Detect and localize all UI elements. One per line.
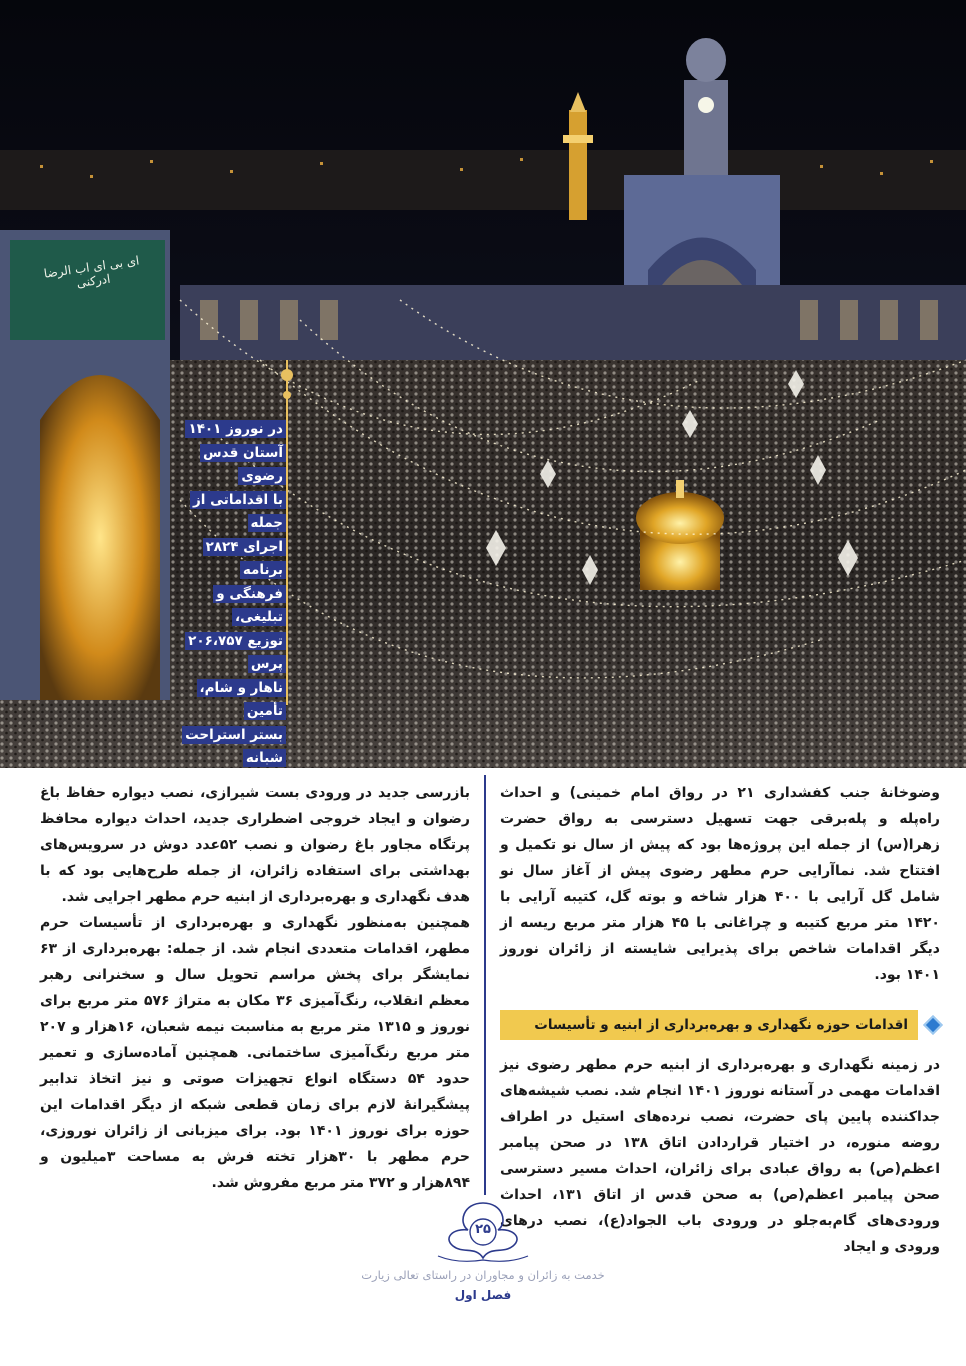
- right-paragraph-2: در زمینه نگهداری و بهره‌برداری از ابنیه حرم مطهر رضوی نیز اقدامات مهمی در آستانه نوروز ۱۴۰۱ انجام شد. نصب شیشه‌های جداکننده پایین پای حضرت، نصب نرده‌های استیل در اطراف روضه منوره، در اختیار قراردادن اتاق ۱۳۸ در صحن پیامبر اعظم(ص) به رواق عبادی برای زائران، احداث مسیر دسترسی صحن پیامبر اعظم(ص) به صحن قدس از اتاق ۱۳۱، احداث ورودی‌های گام‌به‌جلو در ورودی باب الجواد(ع)، نصب درهای ورودی و ایجاد: [500, 1057, 941, 1255]
- banner-inscription: ای بی ای اب الرضا ادرکنی: [42, 253, 141, 291]
- caption-line: بستر استراحت شبانه: [172, 724, 286, 769]
- caption-line: با اقداماتی از جمله: [172, 489, 286, 536]
- footer-title: خدمت به زائران و مجاوران در راستای تعالی زیارت: [361, 1268, 605, 1282]
- page-number: ۲۵: [475, 1222, 491, 1237]
- right-paragraph-1: وضوخانهٔ جنب کفشداری ۲۱ در رواق امام خمینی) و احداث راه‌پله و پله‌برقی جهت تسهیل دسترسی به رواق حضرت زهرا(س) از جمله این پروژه‌ها بود که پیش از سال نو تکمیل و افتتاح شد. نماآرایی حرم مطهر رضوی پیش از آغاز سال نو شامل گل آرایی با ۴۰۰ هزار شاخه و بوته گل، کتیبه آرایی با ۱۴۲۰ متر مربع کتیبه و چراغانی با ۴۵ هزار متر مربع ریسه از دیگر اقدامات شاخص برای پذیرایی شایسته از زائران نوروز ۱۴۰۱ بود.: [500, 785, 941, 983]
- left-column: [40, 780, 470, 1196]
- column-divider: [484, 775, 486, 1195]
- caption-line: توزیع ۲۰۶،۷۵۷ پرس: [172, 630, 286, 677]
- caption-line: فرهنگی و تبلیغی،: [172, 583, 286, 630]
- section-heading-text: اقدامات حوزه نگهداری و بهره‌برداری از ابنیه و تأسیسات: [500, 1010, 918, 1040]
- section-heading: [500, 1010, 940, 1040]
- caption-line: در نوروز ۱۴۰۱: [172, 418, 286, 442]
- caption-line: اجرای ۲۸۲۴ برنامه: [172, 536, 286, 583]
- caption-line: ناهار و شام، تأمین: [172, 677, 286, 724]
- footer-chapter: فصل اول: [454, 1288, 512, 1302]
- diamond-bullet-icon: [923, 1015, 943, 1035]
- caption-line: آستان قدس رضوی: [172, 442, 286, 489]
- right-column: [500, 780, 940, 1260]
- left-paragraph-1: بازرسی جدید در ورودی بست شیرازی، نصب دیواره حفاظ باغ رضوان و ایجاد خروجی اضطراری جدید، احداث دیواره محافظ پرتگاه مجاور باغ رضوان و نصب ۵۲عدد دوش در سرویس‌های بهداشتی برای استفاده زائران، از جمله طرح‌هایی بود که با هدف نگهداری و بهره‌برداری از ابنیه حرم مطهر اجرایی شد.: [40, 785, 470, 905]
- left-paragraph-2: همچنین به‌منظور نگهداری و بهره‌برداری از تأسیسات حرم مطهر، اقدامات متعددی انجام شد. از جمله: بهره‌برداری از ۶۳ نمایشگر برای پخش مراسم تحویل سال و سخنرانی رهبر معظم انقلاب، رنگ‌آمیزی ۳۶ مکان به متراژ ۵۷۶ متر مربع برای نوروز و ۱۳۱۵ متر مربع به مناسبت نیمه شعبان، ۱۶هزار و ۲۰۷ متر مربع رنگ‌آمیزی ساختمانی. همچنین آماده‌سازی و تعمیر حدود ۵۴ دستگاه انواع تجهیزات صوتی و نیز اتخاذ تدابیر پیشگیرانهٔ لازم برای زمان قطعی شبکه از دیگر اقدامات این حوزه برای نوروز ۱۴۰۱ بود. برای میزبانی از زائران نوروزی، حرم مطهر با ۳۰هزار تخته فرش به مساحت ۳میلیون و ۸۹۴هزار و ۳۷۲ متر مربع مفروش شد.: [40, 915, 471, 1191]
- photo-caption: [172, 418, 286, 768]
